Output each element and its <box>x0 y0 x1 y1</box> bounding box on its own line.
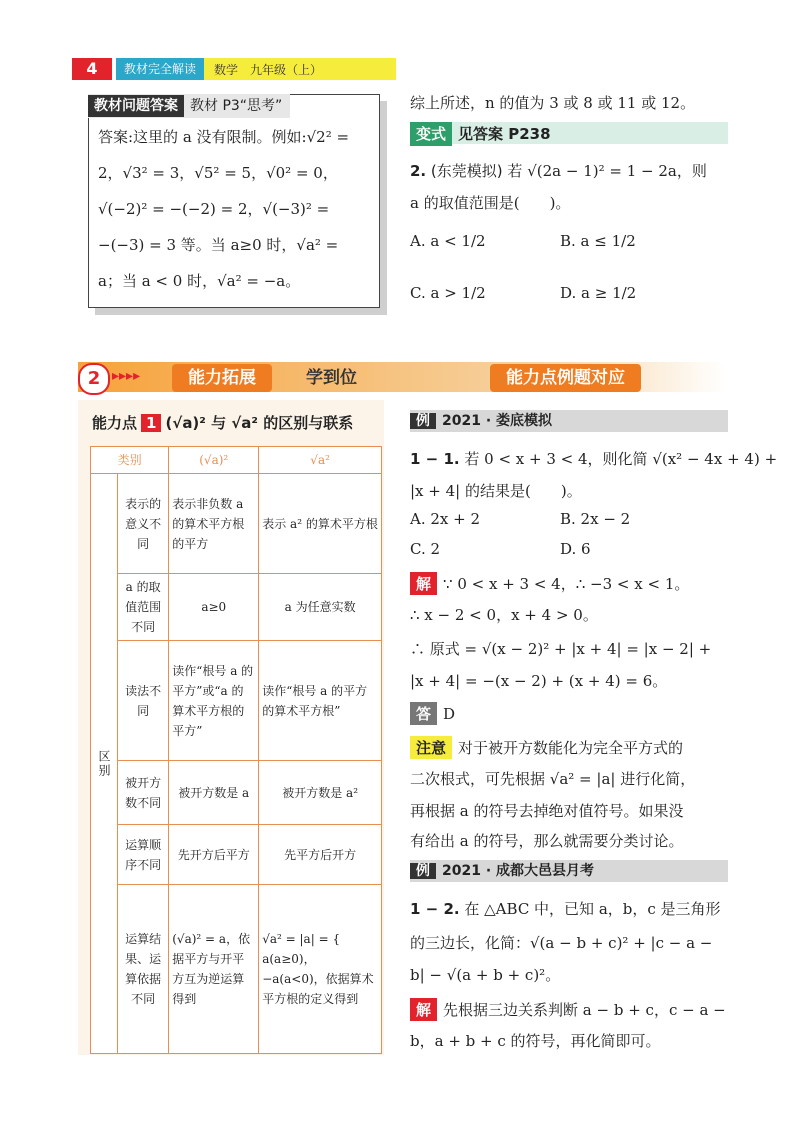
variant-text: 见答案 P238 <box>458 125 551 143</box>
example-1-bar <box>410 410 728 432</box>
answer-line-1: 答案:这里的 a 没有限制。例如:√2² = <box>98 128 350 146</box>
table-cell: 表示非负数 a 的算术平方根的平方 <box>169 474 259 574</box>
ex1-note-line-1 <box>410 736 683 759</box>
section-tag-examples: 能力点例题对应 <box>490 364 641 392</box>
table-cell: √a² = |a| = { a(a≥0)，−a(a<0)，依据算术平方根的定义得到 <box>259 885 382 1054</box>
ability-title <box>92 412 353 433</box>
table-cell: 读作“根号 a 的平方”或“a 的算术平方根的平方” <box>169 641 259 761</box>
ex1-question-line-2: |x + 4| 的结果是( )。 <box>410 482 582 500</box>
answer-line-4: −(−3) = 3 等。当 a≥0 时，√a² = <box>98 236 339 254</box>
table-cell: 先平方后开方 <box>259 825 382 885</box>
table-header-col2: √a² <box>259 447 382 474</box>
ex1-note-chip: 注意 <box>410 736 452 759</box>
running-header <box>116 58 396 80</box>
table-header-row <box>91 447 382 474</box>
ex1-solution-line-4: |x + 4| = −(x − 2) + (x + 4) = 6。 <box>410 672 668 690</box>
section-arrows-icon: ▸▸▸▸ <box>112 368 141 384</box>
ex1-question-line-1 <box>410 448 777 469</box>
table-cell: 读作“根号 a 的平方的算术平方根” <box>259 641 382 761</box>
ex2-number: 1 − 2. <box>410 900 460 918</box>
ex2-solution-text-1: 先根据三边关系判断 a − b + c，c − a − <box>443 1001 726 1019</box>
example-2-bar <box>410 860 728 882</box>
page-number: 4 <box>72 58 112 80</box>
ex1-solution-line-1 <box>410 572 689 595</box>
variant-chip: 变式 <box>410 122 452 146</box>
table-row <box>91 641 382 761</box>
ability-label: 能力点 <box>92 414 138 432</box>
table-header-category: 类别 <box>91 447 169 474</box>
q2-option-a: A. a < 1/2 <box>410 232 486 250</box>
ex1-answer-line <box>410 702 455 725</box>
ex1-note-line-3: 再根据 a 的符号去掉绝对值符号。如果没 <box>410 802 684 820</box>
table-row <box>91 825 382 885</box>
table-cell: a≥0 <box>169 574 259 641</box>
table-cell: (√a)² = a，依据平方与开平方互为逆运算得到 <box>169 885 259 1054</box>
q2-stem: 若 √(2a − 1)² = 1 − 2a，则 <box>507 162 707 180</box>
ex1-option-a: A. 2x + 2 <box>410 510 481 528</box>
table-row <box>91 474 382 574</box>
ex1-note-text-1: 对于被开方数能化为完全平方式的 <box>458 739 684 757</box>
ex2-solution-line-1 <box>410 998 726 1021</box>
example-1-source: 2021 · 娄底模拟 <box>442 413 553 429</box>
answer-tag-label: 教材问题答案 <box>88 95 184 117</box>
table-row <box>91 885 382 1054</box>
ex2-question-line-1 <box>410 898 721 919</box>
ex1-solution-chip: 解 <box>410 572 437 595</box>
table-cell: 被开方数是 a² <box>259 761 382 825</box>
ability-title-text: (√a)² 与 √a² 的区别与联系 <box>165 414 354 432</box>
comparison-table <box>90 446 382 1054</box>
ex1-option-d: D. 6 <box>560 540 591 558</box>
section-tag-ability: 能力拓展 <box>172 364 272 392</box>
table-cell: 运算结果、运算依据不同 <box>118 885 169 1054</box>
answer-line-2: 2，√3² = 3，√5² = 5，√0² = 0， <box>98 164 338 182</box>
ability-number: 1 <box>141 414 161 432</box>
table-row <box>91 574 382 641</box>
ex2-solution-chip: 解 <box>410 998 437 1021</box>
variant-row <box>410 122 728 144</box>
table-cell: 表示的意义不同 <box>118 474 169 574</box>
example-1-chip: 例 <box>410 413 436 429</box>
table-cell: 被开方数是 a <box>169 761 259 825</box>
ex1-answer-chip: 答 <box>410 702 437 725</box>
table-cell: 被开方数不同 <box>118 761 169 825</box>
section-middle-label: 学到位 <box>306 368 357 388</box>
book-name: 教材完全解读 <box>116 58 204 80</box>
table-cell: 先开方后平方 <box>169 825 259 885</box>
ex1-solution-text-1: ∵ 0 < x + 3 < 4，∴ −3 < x < 1。 <box>443 575 690 593</box>
ex1-answer: D <box>443 705 456 723</box>
ex2-question-line-2: 的三边长，化简：√(a − b + c)² + |c − a − <box>410 934 713 952</box>
table-cell: 表示 a² 的算术平方根 <box>259 474 382 574</box>
answer-tag-ref: 教材 P3“思考” <box>190 98 283 114</box>
ex1-solution-line-2: ∴ x − 2 < 0，x + 4 > 0。 <box>410 606 598 624</box>
ex1-option-c: C. 2 <box>410 540 441 558</box>
section-number: 2 <box>78 363 110 395</box>
q2-source: (东莞模拟) <box>430 162 503 180</box>
table-header-col1: (√a)² <box>169 447 259 474</box>
ex1-note-line-4: 有给出 a 的符号，那么就需要分类讨论。 <box>410 832 684 850</box>
ex2-question-line-3: b| − √(a + b + c)²。 <box>410 966 561 984</box>
table-cell: 读法不同 <box>118 641 169 761</box>
answer-line-3: √(−2)² = −(−2) = 2，√(−3)² = <box>98 200 330 218</box>
table-row <box>91 761 382 825</box>
table-cell: a 为任意实数 <box>259 574 382 641</box>
q2-number: 2. <box>410 162 427 180</box>
table-group-label: 区别 <box>91 474 118 1054</box>
ex2-solution-line-2: b，a + b + c 的符号，再化简即可。 <box>410 1032 661 1050</box>
ex1-option-b: B. 2x − 2 <box>560 510 631 528</box>
example-2-chip: 例 <box>410 863 436 879</box>
q2-option-d: D. a ≥ 1/2 <box>560 284 637 302</box>
table-cell: a 的取值范围不同 <box>118 574 169 641</box>
q2-line-1 <box>410 160 707 181</box>
ex1-stem: 若 0 < x + 3 < 4，则化简 √(x² − 4x + 4) + <box>464 450 778 468</box>
conclusion-text: 综上所述，n 的值为 3 或 8 或 11 或 12。 <box>410 94 696 112</box>
example-2-source: 2021 · 成都大邑县月考 <box>442 863 595 879</box>
ex1-solution-line-3: ∴ 原式 = √(x − 2)² + |x + 4| = |x − 2| + <box>410 640 712 658</box>
table-cell: 运算顺序不同 <box>118 825 169 885</box>
subject-grade: 数学 九年级（上） <box>214 62 323 77</box>
ex1-note-line-2: 二次根式，可先根据 √a² = |a| 进行化简， <box>410 770 696 788</box>
answer-line-5: a；当 a < 0 时，√a² = −a。 <box>98 272 301 290</box>
ex1-number: 1 − 1. <box>410 450 460 468</box>
q2-option-c: C. a > 1/2 <box>410 284 486 302</box>
q2-line-2: a 的取值范围是( )。 <box>410 194 571 212</box>
ex2-stem-1: 在 △ABC 中，已知 a，b，c 是三角形 <box>464 900 721 918</box>
answer-box-tag <box>88 94 290 118</box>
q2-option-b: B. a ≤ 1/2 <box>560 232 636 250</box>
